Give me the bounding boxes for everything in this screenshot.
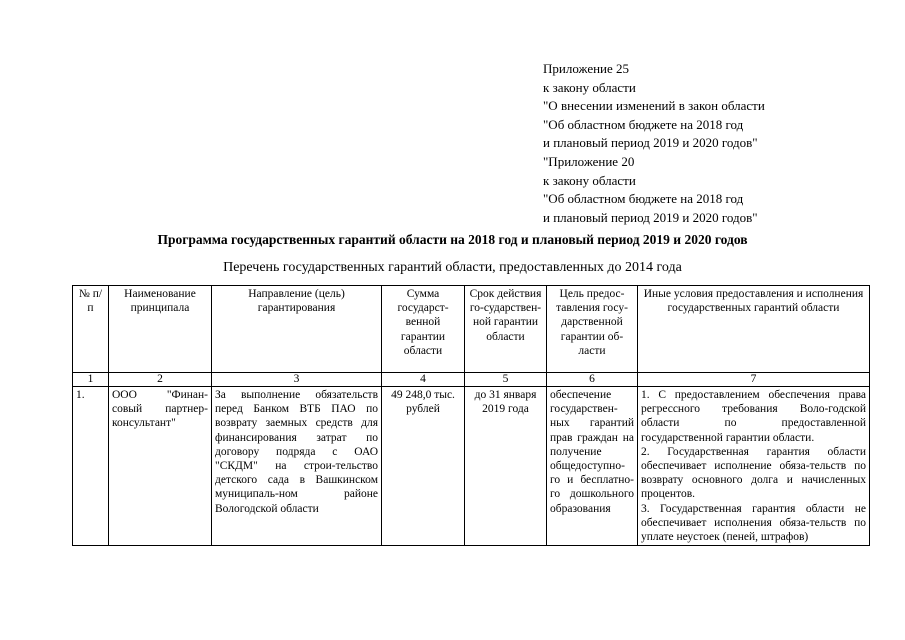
header-cell-conditions: Иные условия предоставления и исполнения государственных гарантий области: [638, 286, 870, 373]
appendix-line: "Об областном бюджете на 2018 год: [543, 116, 744, 132]
appendix-line: "Приложение 20: [543, 153, 635, 169]
header-cell-number: № п/п: [73, 286, 109, 373]
column-number: 1: [73, 373, 109, 387]
appendix-line: к закону области: [543, 172, 636, 188]
header-cell-purpose: Направление (цель) гарантирования: [212, 286, 382, 373]
condition-item: 2. Государственная гарантия области обеспечивает исполнение обяза-тельств по возврату основного долга и начисленных процентов.: [641, 445, 866, 501]
appendix-line: "О внесении изменений в закон области: [543, 98, 765, 114]
condition-item: 1. С предоставлением обеспечения права регрессного требования Воло-годской области по предоставленной государственной гарантии области.: [641, 389, 866, 444]
table-row: [73, 387, 870, 546]
cell-amount: 49 248,0 тыс. рублей: [382, 387, 465, 546]
condition-item: 3. Государственная гарантия области не обеспечивает исполнения обяза-тельств по уплате неустоек (пеней, штрафов): [641, 502, 866, 544]
document-subtitle: Перечень государственных гарантий области, предоставленных до 2014 года: [223, 260, 682, 275]
document-title: Программа государственных гарантий области на 2018 год и плановый период 2019 и 2020 годов: [157, 232, 748, 247]
column-number: 2: [109, 373, 212, 387]
column-number: 7: [638, 373, 870, 387]
cell-conditions: [638, 387, 870, 546]
table-header-row: [73, 286, 870, 373]
appendix-header: [543, 60, 765, 227]
column-number: 6: [547, 373, 638, 387]
header-cell-principal: Наименование принципала: [109, 286, 212, 373]
header-cell-goal: Цель предос-тавления госу-дарственной гарантии об-ласти: [547, 286, 638, 373]
appendix-line: Приложение 25: [543, 61, 630, 76]
cell-purpose: За выполнение обязательств перед Банком ВТБ ПАО по возврату заемных средств для финансирования затрат по договору подряда с ОАО "СКДМ" на строи-тельство детского сада в Вашкинском муниципаль-ном районе Вологодской области: [212, 387, 382, 546]
appendix-line: "Об областном бюджете на 2018 год: [543, 191, 744, 207]
cell-number: 1.: [73, 387, 109, 546]
header-cell-amount: Сумма государст-венной гарантии области: [382, 286, 465, 373]
column-number: 5: [465, 373, 547, 387]
cell-goal: обеспечение государствен-ных гарантий прав граждан на получение общедоступно-го и бесплатно-го дошкольного образования: [547, 387, 638, 546]
guarantees-table: [72, 285, 870, 546]
column-number: 4: [382, 373, 465, 387]
header-cell-term: Срок действия го-сударствен-ной гарантии области: [465, 286, 547, 373]
appendix-line: к закону области: [543, 79, 636, 95]
appendix-line: и плановый период 2019 и 2020 годов": [543, 135, 758, 151]
column-number-row: [73, 373, 870, 387]
cell-term: до 31 января 2019 года: [465, 387, 547, 546]
appendix-line: и плановый период 2019 и 2020 годов": [543, 209, 758, 225]
column-number: 3: [212, 373, 382, 387]
cell-principal: ООО "Финан-совый партнер-консультант": [109, 387, 212, 546]
